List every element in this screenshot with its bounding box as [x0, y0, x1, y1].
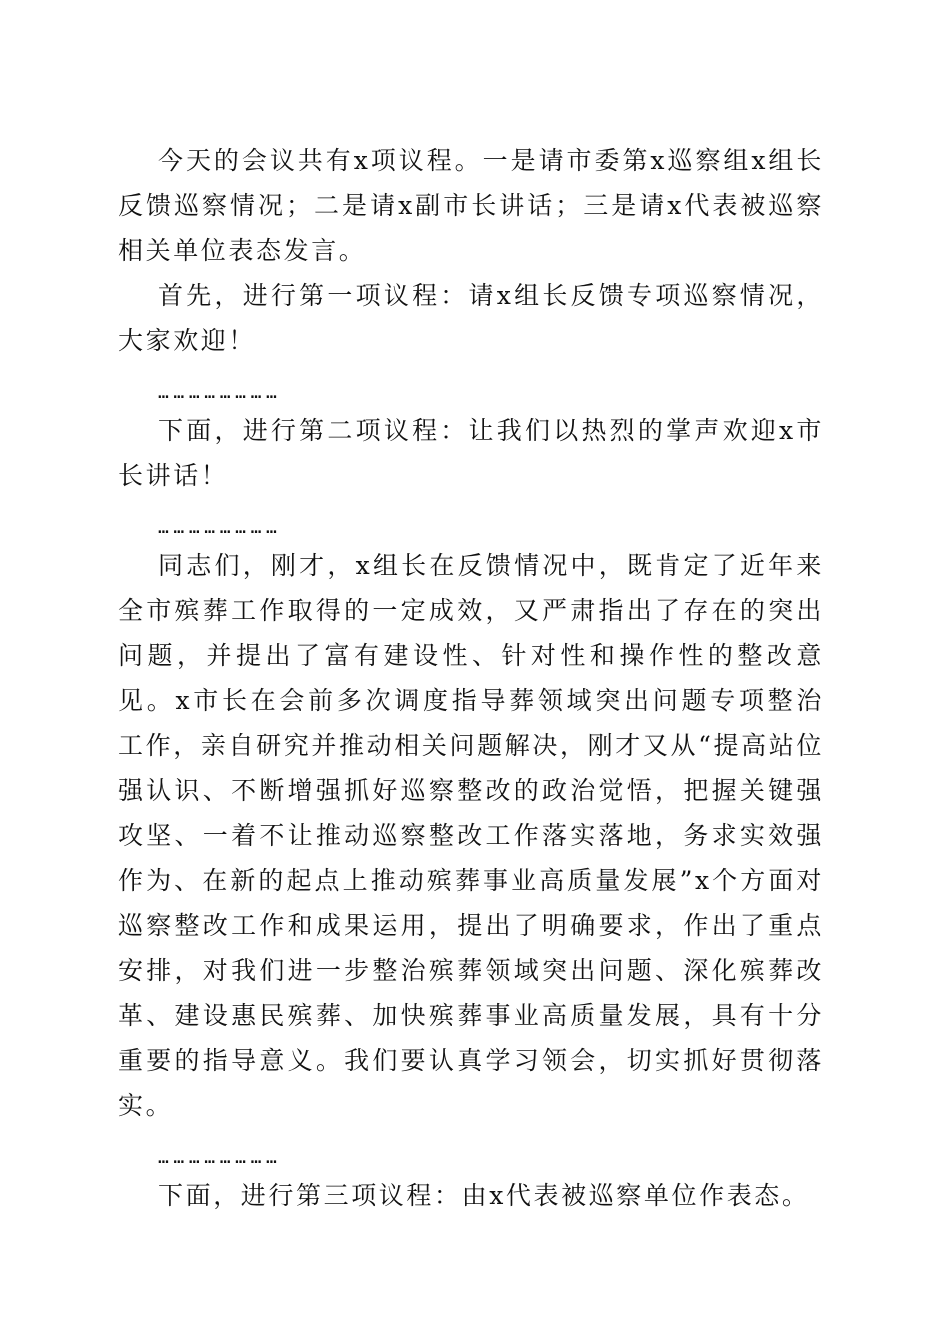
first-agenda-paragraph: 首先，进行第一项议程：请x组长反馈专项巡察情况，大家欢迎！ — [118, 281, 824, 355]
ellipsis-separator: …………………… — [158, 382, 282, 403]
document-body — [118, 138, 824, 1218]
summary-paragraph: 同志们，刚才，x组长在反馈情况中，既肯定了近年来全市殡葬工作取得的一定成效，又严肃指出了存在的突出问题，并提出了富有建设性、针对性和操作性的整改意见。x市长在会前多次调度指导葬领域突出问题专项整治工作，亲自研究并推动相关问题解决，刚才又从“提高站位强认识、不断增强抓好巡察整改的政治觉悟，把握关键强攻坚、一着不让推动巡察整改工作落实落地，务求实效强作为、在新的起点上推动殡葬事业高质量发展”x个方面对巡察整改工作和成果运用，提出了明确要求，作出了重点安排，对我们进一步整治殡葬领域突出问题、深化殡葬改革、建设惠民殡葬、加快殡葬事业高质量发展，具有十分重要的指导意义。我们要认真学习领会，切实抓好贯彻落实。 — [118, 551, 824, 1120]
second-agenda-paragraph: 下面，进行第二项议程：让我们以热烈的掌声欢迎x市长讲话！ — [118, 416, 824, 490]
agenda-overview-paragraph: 今天的会议共有x项议程。一是请市委第x巡察组x组长反馈巡察情况；二是请x副市长讲话；三是请x代表被巡察相关单位表态发言。 — [118, 146, 824, 265]
ellipsis-separator: …………………… — [158, 517, 282, 538]
ellipsis-separator: …………………… — [158, 1147, 282, 1168]
third-agenda-paragraph: 下面，进行第三项议程：由x代表被巡察单位作表态。 — [158, 1181, 810, 1210]
